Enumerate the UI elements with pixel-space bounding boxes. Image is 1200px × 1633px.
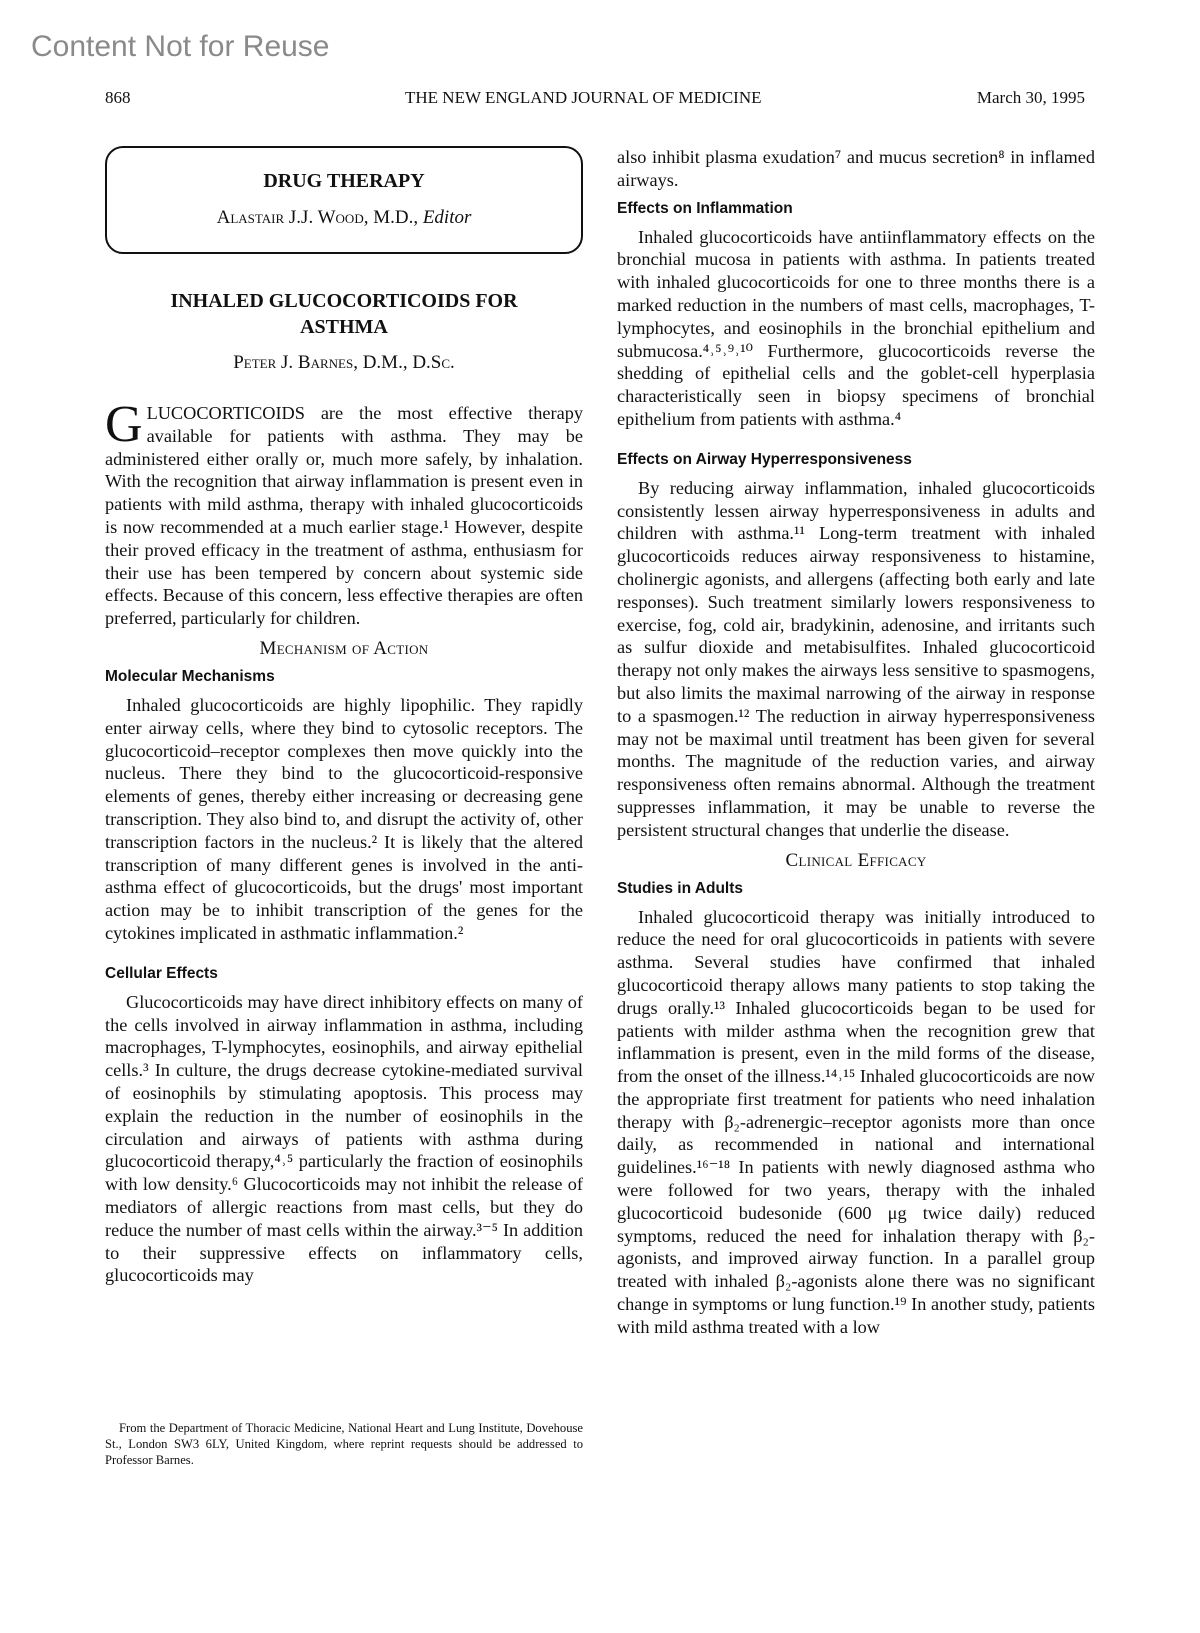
editor-role: Editor	[422, 207, 472, 228]
intro-paragraph	[105, 396, 583, 630]
running-header	[105, 88, 1085, 112]
editor-name: Alastair J.J. Wood, M.D.,	[216, 207, 423, 228]
subheading-cellular: Cellular Effects	[105, 964, 218, 982]
article-title	[105, 288, 583, 340]
subheading-hyperresponsiveness: Effects on Airway Hyperresponsiveness	[617, 450, 912, 468]
section-box	[105, 146, 583, 254]
right-column	[617, 146, 1095, 1339]
section-heading-clinical: Clinical Efficacy	[785, 849, 927, 871]
page-number: 868	[105, 88, 131, 107]
section-title: DRUG THERAPY	[263, 170, 425, 192]
section-heading-mechanism: Mechanism of Action	[259, 637, 429, 659]
author-affiliation-footnote: From the Department of Thoracic Medicine, National Heart and Lung Institute, Dovehouse St., London SW3 6LY, United Kingdom, where reprint requests should be addressed to Professor Barnes.	[105, 1421, 583, 1467]
watermark-text: Content Not for Reuse	[31, 30, 330, 63]
article-title-line2: ASTHMA	[300, 316, 388, 338]
journal-name: THE NEW ENGLAND JOURNAL OF MEDICINE	[405, 88, 762, 107]
subheading-molecular: Molecular Mechanisms	[105, 667, 275, 685]
subheading-inflammation: Effects on Inflammation	[617, 199, 793, 217]
article-author: Peter J. Barnes, D.M., D.Sc.	[233, 352, 455, 373]
paragraph-molecular: Inhaled glucocorticoids are highly lipophilic. They rapidly enter airway cells, where they bind to cytosolic receptors. The glucocorticoid–receptor complexes then move quickly into the nucleus. There they bind to the glucocorticoid-responsive elements of genes, thereby either increasing or decreasing gene transcription. They also bind to, and disrupt the activity of, other transcription factors in the nucleus.² It is likely that the altered transcription of many different genes is involved in the anti-asthma effect of glucocorticoids, but the drugs' most important action may be to inhibit transcription of the genes for the cytokines implicated in asthmatic inflammation.²	[105, 694, 583, 943]
paragraph-cellular: Glucocorticoids may have direct inhibitory effects on many of the cells involved in airway inflammation in asthma, including macrophages, T-lymphocytes, eosinophils, and airway epithelial cells.³ In culture, the drugs decrease cytokine-mediated survival of eosinophils by stimulating apoptosis. This process may explain the reduction in the number of eosinophils in the circulation and airways of patients with asthma during glucocorticoid therapy,⁴˒⁵ particularly the fraction of eosinophils with low density.⁶ Glucocorticoids may not inhibit the release of mediators of allergic reactions from mast cells, but they do reduce the number of mast cells within the airway.³⁻⁵ In addition to their suppressive effects on inflammatory cells, glucocorticoids may	[105, 991, 583, 1286]
subheading-adults: Studies in Adults	[617, 879, 744, 897]
drop-cap: G	[105, 396, 143, 453]
paragraph-inflammation: Inhaled glucocorticoids have antiinflammatory effects on the bronchial mucosa in patients with asthma. In patients treated with inhaled glucocorticoids for one to three months there is a marked reduction in the numbers of mast cells, macrophages, T-lymphocytes, and eosinophils in the bronchial epithelium and submucosa.⁴˒⁵˒⁹˒¹⁰ Furthermore, glucocorticoids reverse the shedding of epithelial cells and the goblet-cell hyperplasia characteristically seen in biopsy specimens of bronchial epithelium from patients with asthma.⁴	[617, 226, 1095, 429]
paragraph-adults: Inhaled glucocorticoid therapy was initially introduced to reduce the need for oral glucocorticoids in patients with severe asthma. Several studies have confirmed that inhaled glucocorticoid therapy allows many patients to stop taking the drugs orally.¹³ Inhaled glucocorticoids began to be used for patients with milder asthma when the recognition grew that inflammation is present, even in the mild forms of the disease, from the onset of the illness.¹⁴˒¹⁵ Inhaled glucocorticoids are now the appropriate first treatment for patients who need inhalation therapy with β₂-adrenergic–receptor agonists more than once daily, as recommended in national and international guidelines.¹⁶⁻¹⁸ In patients with newly diagnosed asthma who were followed for two years, therapy with the inhaled glucocorticoid budesonide (600 μg twice daily) reduced symptoms, reduced the need for inhalation therapy with β₂-agonists, and improved airway function. In a parallel group treated with inhaled β₂-agonists alone there was no significant change in symptoms or lung function.¹⁹ In another study, patients with mild asthma treated with a low	[617, 906, 1095, 1337]
article-title-line1: INHALED GLUCOCORTICOIDS FOR	[170, 290, 518, 312]
paragraph-continued: also inhibit plasma exudation⁷ and mucus secretion⁸ in inflamed airways.	[617, 147, 1095, 190]
left-column	[105, 146, 583, 1287]
intro-text: LUCOCORTICOIDS are the most effective therapy available for patients with asthma. They may be administered either orally or, much more safely, by inhalation. With the recognition that airway inflammation is present even in patients with mild asthma, therapy with inhaled glucocorticoids is now recommended at a much earlier stage.¹ However, despite their proved efficacy in the treatment of asthma, enthusiasm for their use has been tempered by concern about systemic side effects. Because of this concern, less effective therapies are often preferred, particularly for children.	[105, 403, 583, 629]
paragraph-hyperresponsiveness: By reducing airway inflammation, inhaled glucocorticoids consistently lessen airway hyperresponsiveness in adults and children with asthma.¹¹ Long-term treatment with inhaled glucocorticoids reduces airway responsiveness to histamine, cholinergic agonists, and allergens (affecting both early and late responses). Such treatment similarly lowers responsiveness to exercise, fog, cold air, bradykinin, adenosine, and irritants such as sulfur dioxide and metabisulfites. Inhaled glucocorticoid therapy not only makes the airways less sensitive to spasmogens, but also limits the maximal narrowing of the airway in response to a spasmogen.¹² The reduction in airway hyperresponsiveness may not be maximal until treatment has been given for several months. The magnitude of the reduction varies, and airway responsiveness often remains abnormal. Although the treatment suppresses inflammation, it may be unable to reverse the persistent structural changes that underlie the disease.	[617, 477, 1095, 840]
editor-line	[107, 207, 581, 229]
issue-date: March 30, 1995	[976, 88, 1085, 107]
